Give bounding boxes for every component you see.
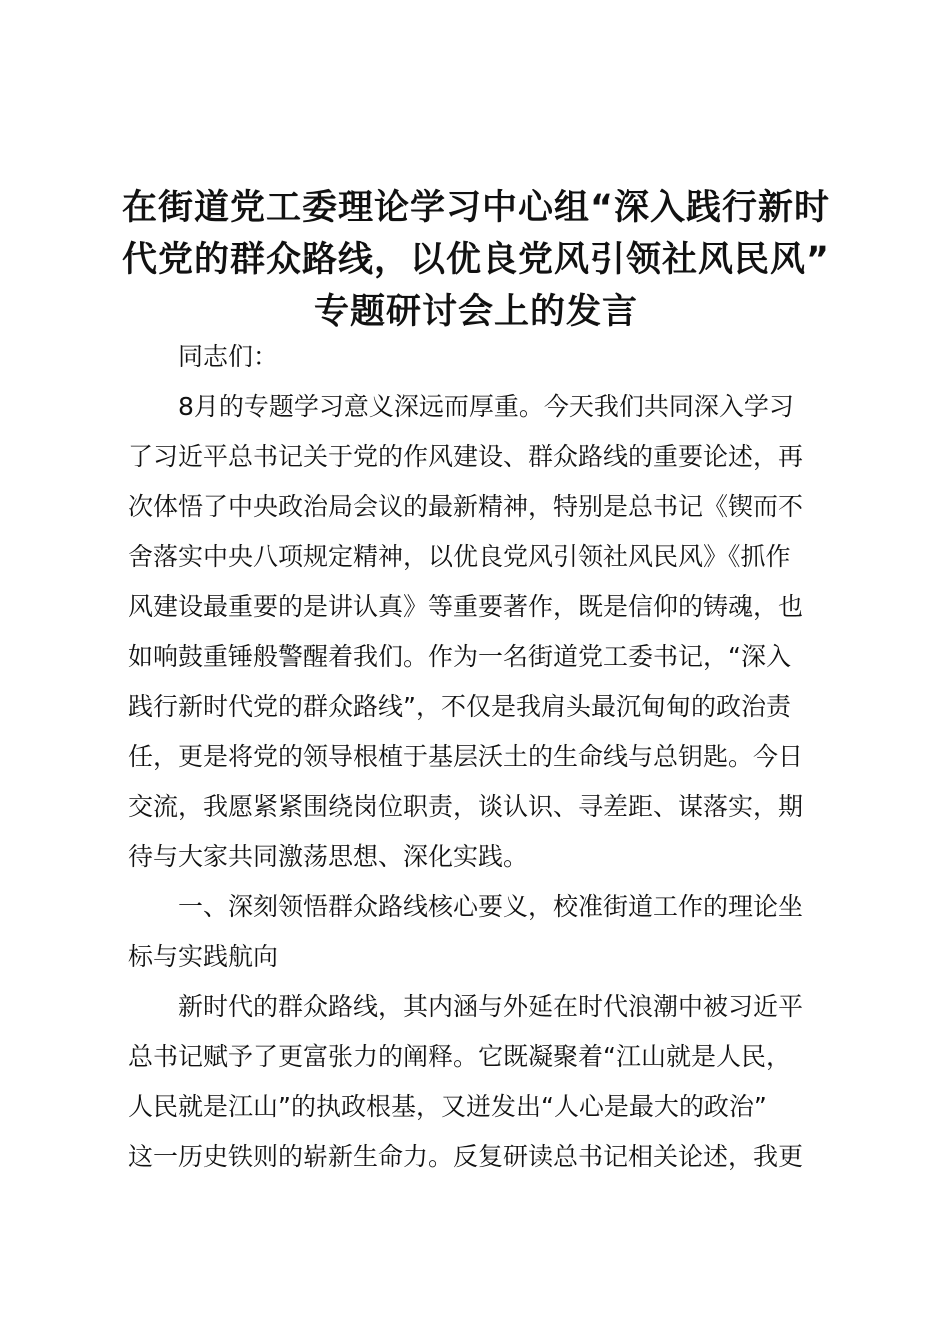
paragraph-line: 了习近平总书记关于党的作风建设、群众路线的重要论述，再 bbox=[128, 442, 804, 471]
paragraph-line: 这一历史铁则的崭新生命力。反复研读总书记相关论述，我更 bbox=[128, 1142, 804, 1171]
paragraph-line: 人民就是江山”的执政根基，又迸发出“人心是最大的政治” bbox=[128, 1092, 767, 1121]
heading-line: 标与实践航向 bbox=[128, 942, 279, 971]
paragraph-intro bbox=[128, 382, 832, 882]
title-line: 在街道党工委理论学习中心组“深入践行新时 bbox=[121, 188, 830, 228]
paragraph-line: 次体悟了中央政治局会议的最新精神，特别是总书记《锲而不 bbox=[128, 492, 804, 521]
paragraph-line: 如响鼓重锤般警醒着我们。作为一名街道党工委书记，“深入 bbox=[128, 642, 791, 671]
paragraph-line: 舍落实中央八项规定精神，以优良党风引领社风民风》《抓作 bbox=[128, 542, 791, 571]
paragraph-line: 待与大家共同激荡思想、深化实践。 bbox=[128, 842, 529, 871]
salutation: 同志们： bbox=[178, 342, 279, 371]
document-body bbox=[128, 332, 832, 1182]
paragraph-line: 践行新时代党的群众路线”，不仅是我肩头最沉甸甸的政治责 bbox=[128, 692, 791, 721]
paragraph-line: 总书记赋予了更富张力的阐释。它既凝聚着“江山就是人民， bbox=[128, 1042, 791, 1071]
heading-line: 一、深刻领悟群众路线核心要义，校准街道工作的理论坐 bbox=[178, 892, 804, 921]
paragraph-line: 新时代的群众路线，其内涵与外延在时代浪潮中被习近平 bbox=[178, 992, 804, 1021]
paragraph-section-1 bbox=[128, 982, 832, 1182]
section-heading-1 bbox=[128, 882, 832, 982]
paragraph-line: 8月的专题学习意义深远而厚重。今天我们共同深入学习 bbox=[178, 392, 794, 421]
paragraph-line: 交流，我愿紧紧围绕岗位职责，谈认识、寻差距、谋落实，期 bbox=[128, 792, 804, 821]
paragraph-line: 任，更是将党的领导根植于基层沃土的生命线与总钥匙。今日 bbox=[128, 742, 804, 771]
paragraph-line: 风建设最重要的是讲认真》等重要著作，既是信仰的铸魂，也 bbox=[128, 592, 804, 621]
title-line: 专题研讨会上的发言 bbox=[313, 292, 638, 332]
document-title bbox=[118, 182, 834, 338]
title-line: 代党的群众路线，以优良党风引领社风民风” bbox=[121, 240, 830, 280]
